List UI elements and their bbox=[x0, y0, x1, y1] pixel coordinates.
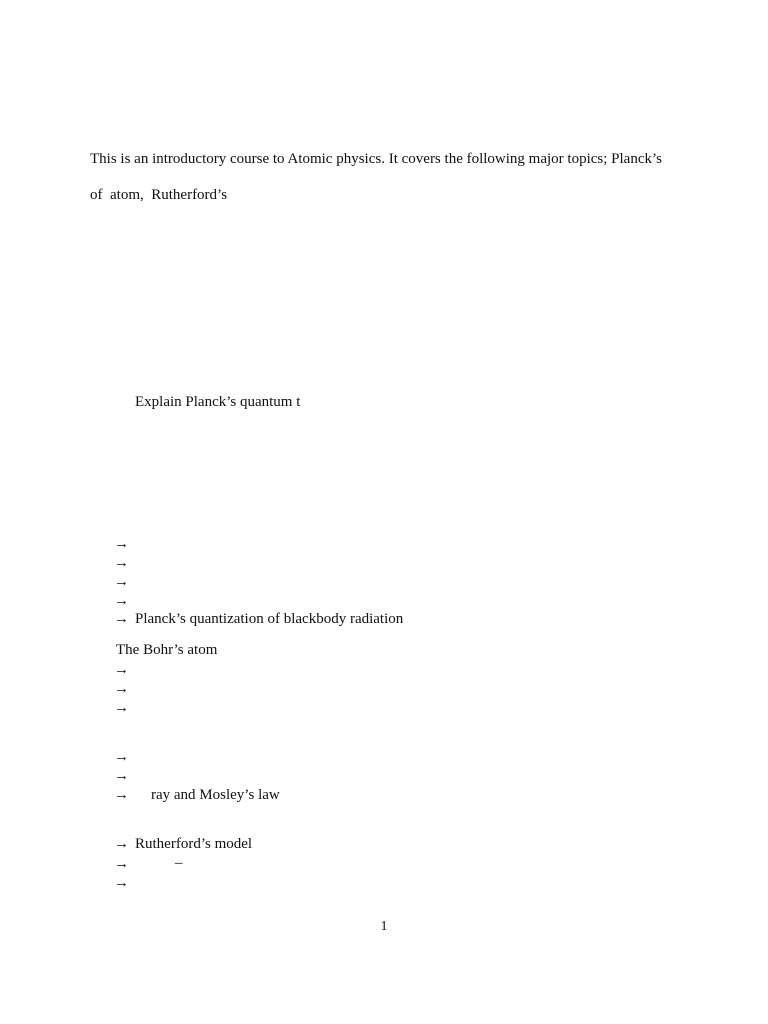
arrow-icon: → bbox=[114, 574, 129, 590]
arrow-icon: → bbox=[114, 611, 129, 627]
intro-line-1: This is an introductory course to Atomic physics. It covers the following major topics; Planck’s bbox=[90, 151, 662, 167]
list-item-xray-mosley: ray and Mosley’s law bbox=[151, 787, 280, 803]
section-heading-bohr: The Bohr’s atom bbox=[116, 642, 218, 658]
arrow-icon: → bbox=[114, 856, 129, 872]
arrow-icon: → bbox=[114, 662, 129, 678]
arrow-icon: → bbox=[114, 875, 129, 891]
page-number: 1 bbox=[380, 919, 388, 934]
arrow-icon: → bbox=[114, 749, 129, 765]
arrow-icon: → bbox=[114, 593, 129, 609]
list-item-rutherford-model: Rutherford’s model bbox=[135, 836, 253, 852]
arrow-icon: → bbox=[114, 681, 129, 697]
intro-line-2: of atom, Rutherford’s bbox=[90, 187, 228, 203]
list-item-dash: – bbox=[175, 855, 183, 871]
arrow-icon: → bbox=[114, 768, 129, 784]
arrow-icon: → bbox=[114, 555, 129, 571]
arrow-icon: → bbox=[114, 536, 129, 552]
list-item-planck-quantization: Planck’s quantization of blackbody radiation bbox=[135, 611, 404, 627]
objective-text: Explain Planck’s quantum t bbox=[135, 394, 301, 410]
arrow-icon: → bbox=[114, 700, 129, 716]
arrow-icon: → bbox=[114, 787, 129, 803]
arrow-icon: → bbox=[114, 836, 129, 852]
